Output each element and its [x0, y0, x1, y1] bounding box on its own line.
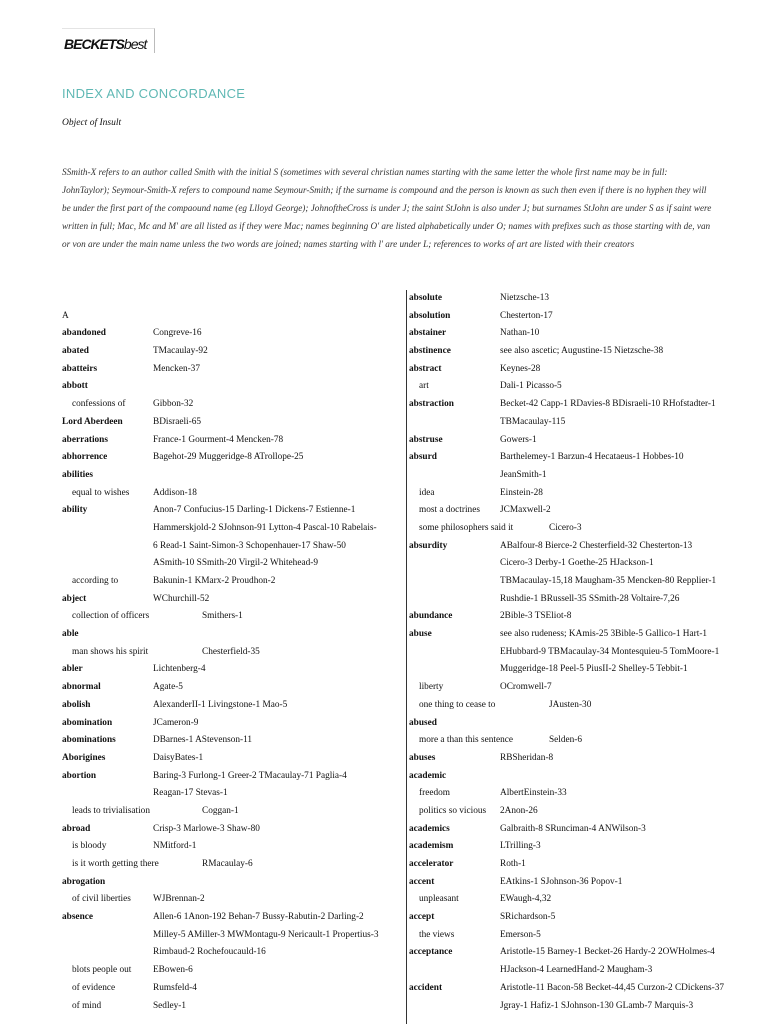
index-references: Sedley-1 [153, 1000, 187, 1011]
index-entry [409, 485, 759, 503]
index-entry [409, 520, 759, 538]
index-entry [409, 308, 759, 326]
index-entry [62, 290, 404, 308]
logo [62, 28, 155, 53]
logo-part2: best [123, 36, 147, 52]
index-references: EHubbard-9 TBMacaulay-34 Montesquieu-5 TomMoore-1 [500, 646, 720, 657]
index-entry [409, 661, 759, 679]
index-term: abundance [409, 611, 453, 622]
index-references: NMitford-1 [153, 841, 197, 852]
index-references: OCromwell-7 [500, 682, 552, 693]
index-term: abuses [409, 752, 436, 763]
index-entry [409, 838, 759, 856]
explanatory-note: SSmith-X refers to an author called Smith with the initial S (sometimes with several christian names starting with the same letter the whole first name may be in full: JohnTaylor); Seymour-Smith-X refers to compound name Seymour-Smith; if the surname is compound and the person is known as such then even if there is no hyphen they will be under the first part of the compaound name (eg Llloyd George); JohnoftheCross is under J; the saint StJohn is also under J; but surnames StJohn are under S as if saint were written in full; Mac, Mc and M' are all listed as if they were Mac; names beginning O' are listed alphabetically under O; names with prefixes such as those starting with de, van or von are under the main name unless the two words are joined; names starting with l' are under L; references to works of art are listed with their creators [62, 167, 712, 250]
index-entry [409, 396, 759, 414]
logo-part1: BECKETS [64, 36, 124, 52]
index-references: TMacaulay-92 [153, 346, 208, 357]
index-term: Aborigines [62, 752, 106, 763]
index-entry [62, 644, 404, 662]
index-references: EAtkins-1 SJohnson-36 Popov-1 [500, 876, 623, 887]
index-term: accident [409, 982, 443, 993]
index-entry [62, 768, 404, 786]
index-references: RMacaulay-6 [202, 859, 253, 869]
index-term: more a than this sentence [419, 735, 513, 746]
index-entry [409, 909, 759, 927]
index-term: abominations [62, 735, 116, 746]
index-entry [409, 361, 759, 379]
index-references: TBMacaulay-15,18 Maugham-35 Mencken-80 Repplier-1 [500, 576, 717, 586]
index-entry [409, 591, 759, 609]
index-references: Agate-5 [153, 682, 183, 693]
index-references: JCMaxwell-2 [500, 505, 551, 516]
index-references: AlexanderII-1 Livingstone-1 Mao-5 [153, 699, 288, 710]
index-references: Smithers-1 [202, 611, 243, 622]
index-entry [409, 697, 759, 715]
index-references: 6 Read-1 Saint-Simon-3 Schopenhauer-17 Shaw-50 [153, 540, 346, 551]
index-term: abused [409, 717, 437, 728]
index-entry [62, 944, 404, 962]
index-entry [62, 396, 404, 414]
index-term: abated [62, 346, 89, 357]
index-term: abatteirs [62, 363, 98, 374]
index-references: Gowers-1 [500, 434, 537, 445]
index-term: academism [409, 841, 454, 852]
index-entry [62, 874, 404, 892]
index-term: abuse [409, 629, 432, 640]
index-term: unpleasant [419, 894, 459, 905]
index-term: one thing to cease to [419, 699, 496, 710]
index-references: Congreve-16 [153, 328, 202, 339]
index-entry [409, 290, 759, 308]
index-references: Baring-3 Furlong-1 Greer-2 TMacaulay-71 Paglia-4 [153, 770, 347, 781]
index-term: man shows his spirit [72, 646, 149, 657]
index-references: see also ascetic; Augustine-15 Nietzsche-38 [500, 346, 664, 357]
index-entry [62, 378, 404, 396]
index-entry [62, 927, 404, 945]
index-term: abstruse [409, 434, 443, 445]
index-entry [409, 750, 759, 768]
index-references: Mencken-37 [153, 363, 200, 374]
index-entry [62, 732, 404, 750]
index-references: ASmith-10 SSmith-20 Virgil-2 Whitehead-9 [153, 558, 318, 569]
index-entry [62, 697, 404, 715]
index-references: Aristotle-11 Bacon-58 Becket-44,45 Curzon-2 CDickens-37 [500, 982, 725, 993]
index-references: France-1 Gourment-4 Mencken-78 [153, 434, 284, 445]
index-term: abortion [62, 770, 97, 781]
index-entry [62, 891, 404, 909]
index-term: abandoned [62, 328, 106, 339]
index-references: Rumsfeld-4 [153, 982, 197, 993]
index-term: absolution [409, 310, 451, 321]
index-references: Bagehot-29 Muggeridge-8 ATrollope-25 [153, 452, 304, 463]
index-references: Chesterton-17 [500, 310, 553, 321]
index-entry [409, 325, 759, 343]
index-term: liberty [419, 682, 444, 693]
index-references: Emerson-5 [500, 929, 541, 940]
index-term: absurd [409, 452, 437, 463]
index-entry [62, 856, 404, 874]
index-term: abilities [62, 469, 93, 480]
index-entry [409, 679, 759, 697]
index-term: according to [72, 576, 119, 586]
index-entry [62, 538, 404, 556]
index-entry [409, 785, 759, 803]
index-entry [409, 944, 759, 962]
index-references: Hammerskjold-2 SJohnson-91 Lytton-4 Pascal-10 Rabelais- [153, 522, 377, 533]
index-references: DaisyBates-1 [153, 752, 204, 763]
index-references: HJackson-4 LearnedHand-2 Maugham-3 [500, 965, 653, 976]
index-term: of mind [72, 1000, 102, 1011]
index-references: Rimbaud-2 Rochefoucauld-16 [153, 947, 266, 958]
index-references: 2Anon-26 [500, 805, 538, 816]
index-term: Lord Aberdeen [62, 416, 123, 427]
index-term: equal to wishes [72, 487, 130, 498]
index-references: Lichtenberg-4 [153, 664, 206, 675]
index-term: is bloody [72, 841, 107, 852]
index-entry [409, 626, 759, 644]
index-entry [62, 626, 404, 644]
index-term: abroad [62, 823, 91, 834]
index-entry [62, 414, 404, 432]
index-entry [62, 679, 404, 697]
index-references: Aristotle-15 Barney-1 Becket-26 Hardy-2 2OWHolmes-4 [500, 947, 715, 958]
index-references: SRichardson-5 [500, 912, 556, 923]
index-term: blots people out [72, 965, 132, 976]
index-term: collection of officers [72, 611, 150, 622]
index-entry [62, 980, 404, 998]
index-references: EWaugh-4,32 [500, 894, 552, 905]
index-term: abject [62, 593, 87, 604]
index-references: Allen-6 1Anon-192 Behan-7 Bussy-Rabutin-2 Darling-2 [153, 912, 364, 923]
index-references: Becket-42 Capp-1 RDavies-8 BDisraeli-10 RHofstadter-1 [500, 399, 716, 410]
index-entry [62, 449, 404, 467]
index-entry [62, 467, 404, 485]
index-references: LTrilling-3 [500, 841, 541, 852]
index-entry [409, 768, 759, 786]
index-references: ABalfour-8 Bierce-2 Chesterfield-32 Chesterton-13 [500, 540, 693, 551]
index-references: DBarnes-1 AStevenson-11 [153, 735, 253, 746]
index-entry [62, 573, 404, 591]
index-term: abstainer [409, 328, 447, 339]
index-entry [62, 591, 404, 609]
index-references: Galbraith-8 SRunciman-4 ANWilson-3 [500, 823, 646, 834]
index-term: politics so vicious [419, 805, 487, 816]
page-title: INDEX AND CONCORDANCE [62, 86, 246, 101]
index-entry [409, 573, 759, 591]
index-term: some philosophers said it [419, 522, 514, 533]
index-entry [409, 874, 759, 892]
index-term: accelerator [409, 859, 454, 869]
index-references: JeanSmith-1 [500, 469, 547, 480]
index-entry [62, 962, 404, 980]
index-term: abbott [62, 381, 88, 392]
index-entry [409, 980, 759, 998]
index-term: A [62, 310, 69, 321]
index-term: accent [409, 876, 435, 887]
index-term: able [62, 629, 79, 640]
index-term: academics [409, 823, 450, 834]
index-entry [62, 520, 404, 538]
index-entry [62, 750, 404, 768]
index-references: Jgray-1 Hafiz-1 SJohnson-130 GLamb-7 Marquis-3 [500, 1000, 694, 1011]
index-term: most a doctrines [419, 505, 480, 516]
index-references: WJBrennan-2 [153, 894, 205, 905]
index-entry [62, 485, 404, 503]
index-entry [409, 502, 759, 520]
index-entry [62, 502, 404, 520]
index-entry [409, 803, 759, 821]
index-entry [62, 432, 404, 450]
index-term: abstinence [409, 346, 451, 357]
index-term: abolish [62, 699, 91, 710]
index-references: Crisp-3 Marlowe-3 Shaw-80 [153, 823, 260, 834]
index-term: freedom [419, 788, 450, 799]
index-term: abstraction [409, 399, 454, 410]
index-term: absurdity [409, 540, 448, 551]
index-entry [409, 608, 759, 626]
index-references: Anon-7 Confucius-15 Darling-1 Dickens-7 Estienne-1 [153, 505, 356, 516]
index-term: abler [62, 664, 83, 675]
index-entry [62, 715, 404, 733]
index-references: EBowen-6 [153, 965, 193, 976]
index-references: AlbertEinstein-33 [500, 788, 567, 799]
index-column-right [409, 290, 759, 1015]
index-entry [62, 838, 404, 856]
index-entry [62, 308, 404, 326]
index-entry [409, 821, 759, 839]
index-references: Cicero-3 Derby-1 Goethe-25 HJackson-1 [500, 558, 654, 569]
index-term: academic [409, 770, 447, 781]
page-subtitle: Object of Insult [62, 118, 122, 128]
index-entry [62, 343, 404, 361]
index-references: Muggeridge-18 Peel-5 PiusII-2 Shelley-5 Tebbit-1 [500, 664, 688, 675]
index-term: idea [419, 487, 435, 498]
index-entry [62, 325, 404, 343]
index-term: abstract [409, 363, 442, 374]
index-references: 2Bible-3 TSEliot-8 [500, 611, 572, 622]
index-term: confessions of [72, 399, 126, 410]
index-entry [409, 962, 759, 980]
index-term: acceptance [409, 947, 453, 958]
index-references: Bakunin-1 KMarx-2 Proudhon-2 [153, 576, 276, 586]
index-entry [62, 785, 404, 803]
index-references: JCameron-9 [153, 717, 199, 728]
index-entry [62, 909, 404, 927]
index-entry [62, 555, 404, 573]
index-entry [409, 927, 759, 945]
index-entry [62, 661, 404, 679]
index-references: Nathan-10 [500, 328, 540, 339]
index-entry [62, 361, 404, 379]
index-term: art [419, 381, 429, 392]
index-term: abomination [62, 717, 113, 728]
index-entry [409, 378, 759, 396]
index-references: Selden-6 [549, 735, 583, 746]
index-references: Chesterfield-35 [202, 646, 260, 657]
index-entry [409, 732, 759, 750]
index-term: absence [62, 912, 93, 923]
index-references: Roth-1 [500, 859, 526, 869]
index-entry [62, 803, 404, 821]
index-references: Einstein-28 [500, 487, 543, 498]
index-term: abrogation [62, 876, 106, 887]
index-entry [62, 608, 404, 626]
index-references: Cicero-3 [549, 522, 582, 533]
index-entry [409, 856, 759, 874]
index-entry [409, 555, 759, 573]
index-term: accept [409, 912, 435, 923]
index-entry [62, 998, 404, 1016]
index-entry [62, 821, 404, 839]
index-term: is it worth getting there [72, 859, 159, 869]
index-references: Reagan-17 Stevas-1 [153, 788, 228, 799]
column-divider [406, 290, 407, 1024]
index-references: Nietzsche-13 [500, 293, 550, 303]
index-entry [409, 432, 759, 450]
index-references: Gibbon-32 [153, 399, 194, 410]
index-references: Addison-18 [153, 487, 197, 498]
index-entry [409, 414, 759, 432]
logo-text [64, 36, 146, 52]
index-term: abhorrence [62, 452, 108, 463]
index-entry [409, 715, 759, 733]
index-entry [409, 644, 759, 662]
index-references: TBMacaulay-115 [500, 416, 566, 427]
index-entry [409, 343, 759, 361]
index-references: RBSheridan-8 [500, 752, 554, 763]
index-references: Keynes-28 [500, 363, 541, 374]
index-entry [409, 538, 759, 556]
index-term: of evidence [72, 982, 116, 993]
index-references: BDisraeli-65 [153, 416, 202, 427]
index-entry [409, 449, 759, 467]
index-term: abnormal [62, 682, 101, 693]
index-term: the views [419, 929, 455, 940]
index-references: JAusten-30 [549, 699, 592, 710]
index-column-left [62, 290, 404, 1015]
index-references: Milley-5 AMiller-3 MWMontagu-9 Nericault-1 Propertius-3 [153, 929, 379, 940]
index-entry [409, 891, 759, 909]
index-entry [409, 467, 759, 485]
index-references: see also rudeness; KAmis-25 3Bible-5 Gallico-1 Hart-1 [500, 629, 708, 640]
index-references: Coggan-1 [202, 805, 239, 816]
index-references: Barthelemey-1 Barzun-4 Hecataeus-1 Hobbes-10 [500, 452, 684, 463]
index-term: of civil liberties [72, 894, 131, 905]
index-term: aberrations [62, 434, 108, 445]
index-entry [409, 998, 759, 1016]
index-references: WChurchill-52 [153, 593, 210, 604]
index-term: ability [62, 505, 88, 516]
index-term: leads to trivialisation [72, 805, 150, 816]
index-references: Rushdie-1 BRussell-35 SSmith-28 Voltaire-7,26 [500, 593, 680, 604]
index-term: absolute [409, 293, 443, 303]
index-references: Dali-1 Picasso-5 [500, 381, 562, 392]
